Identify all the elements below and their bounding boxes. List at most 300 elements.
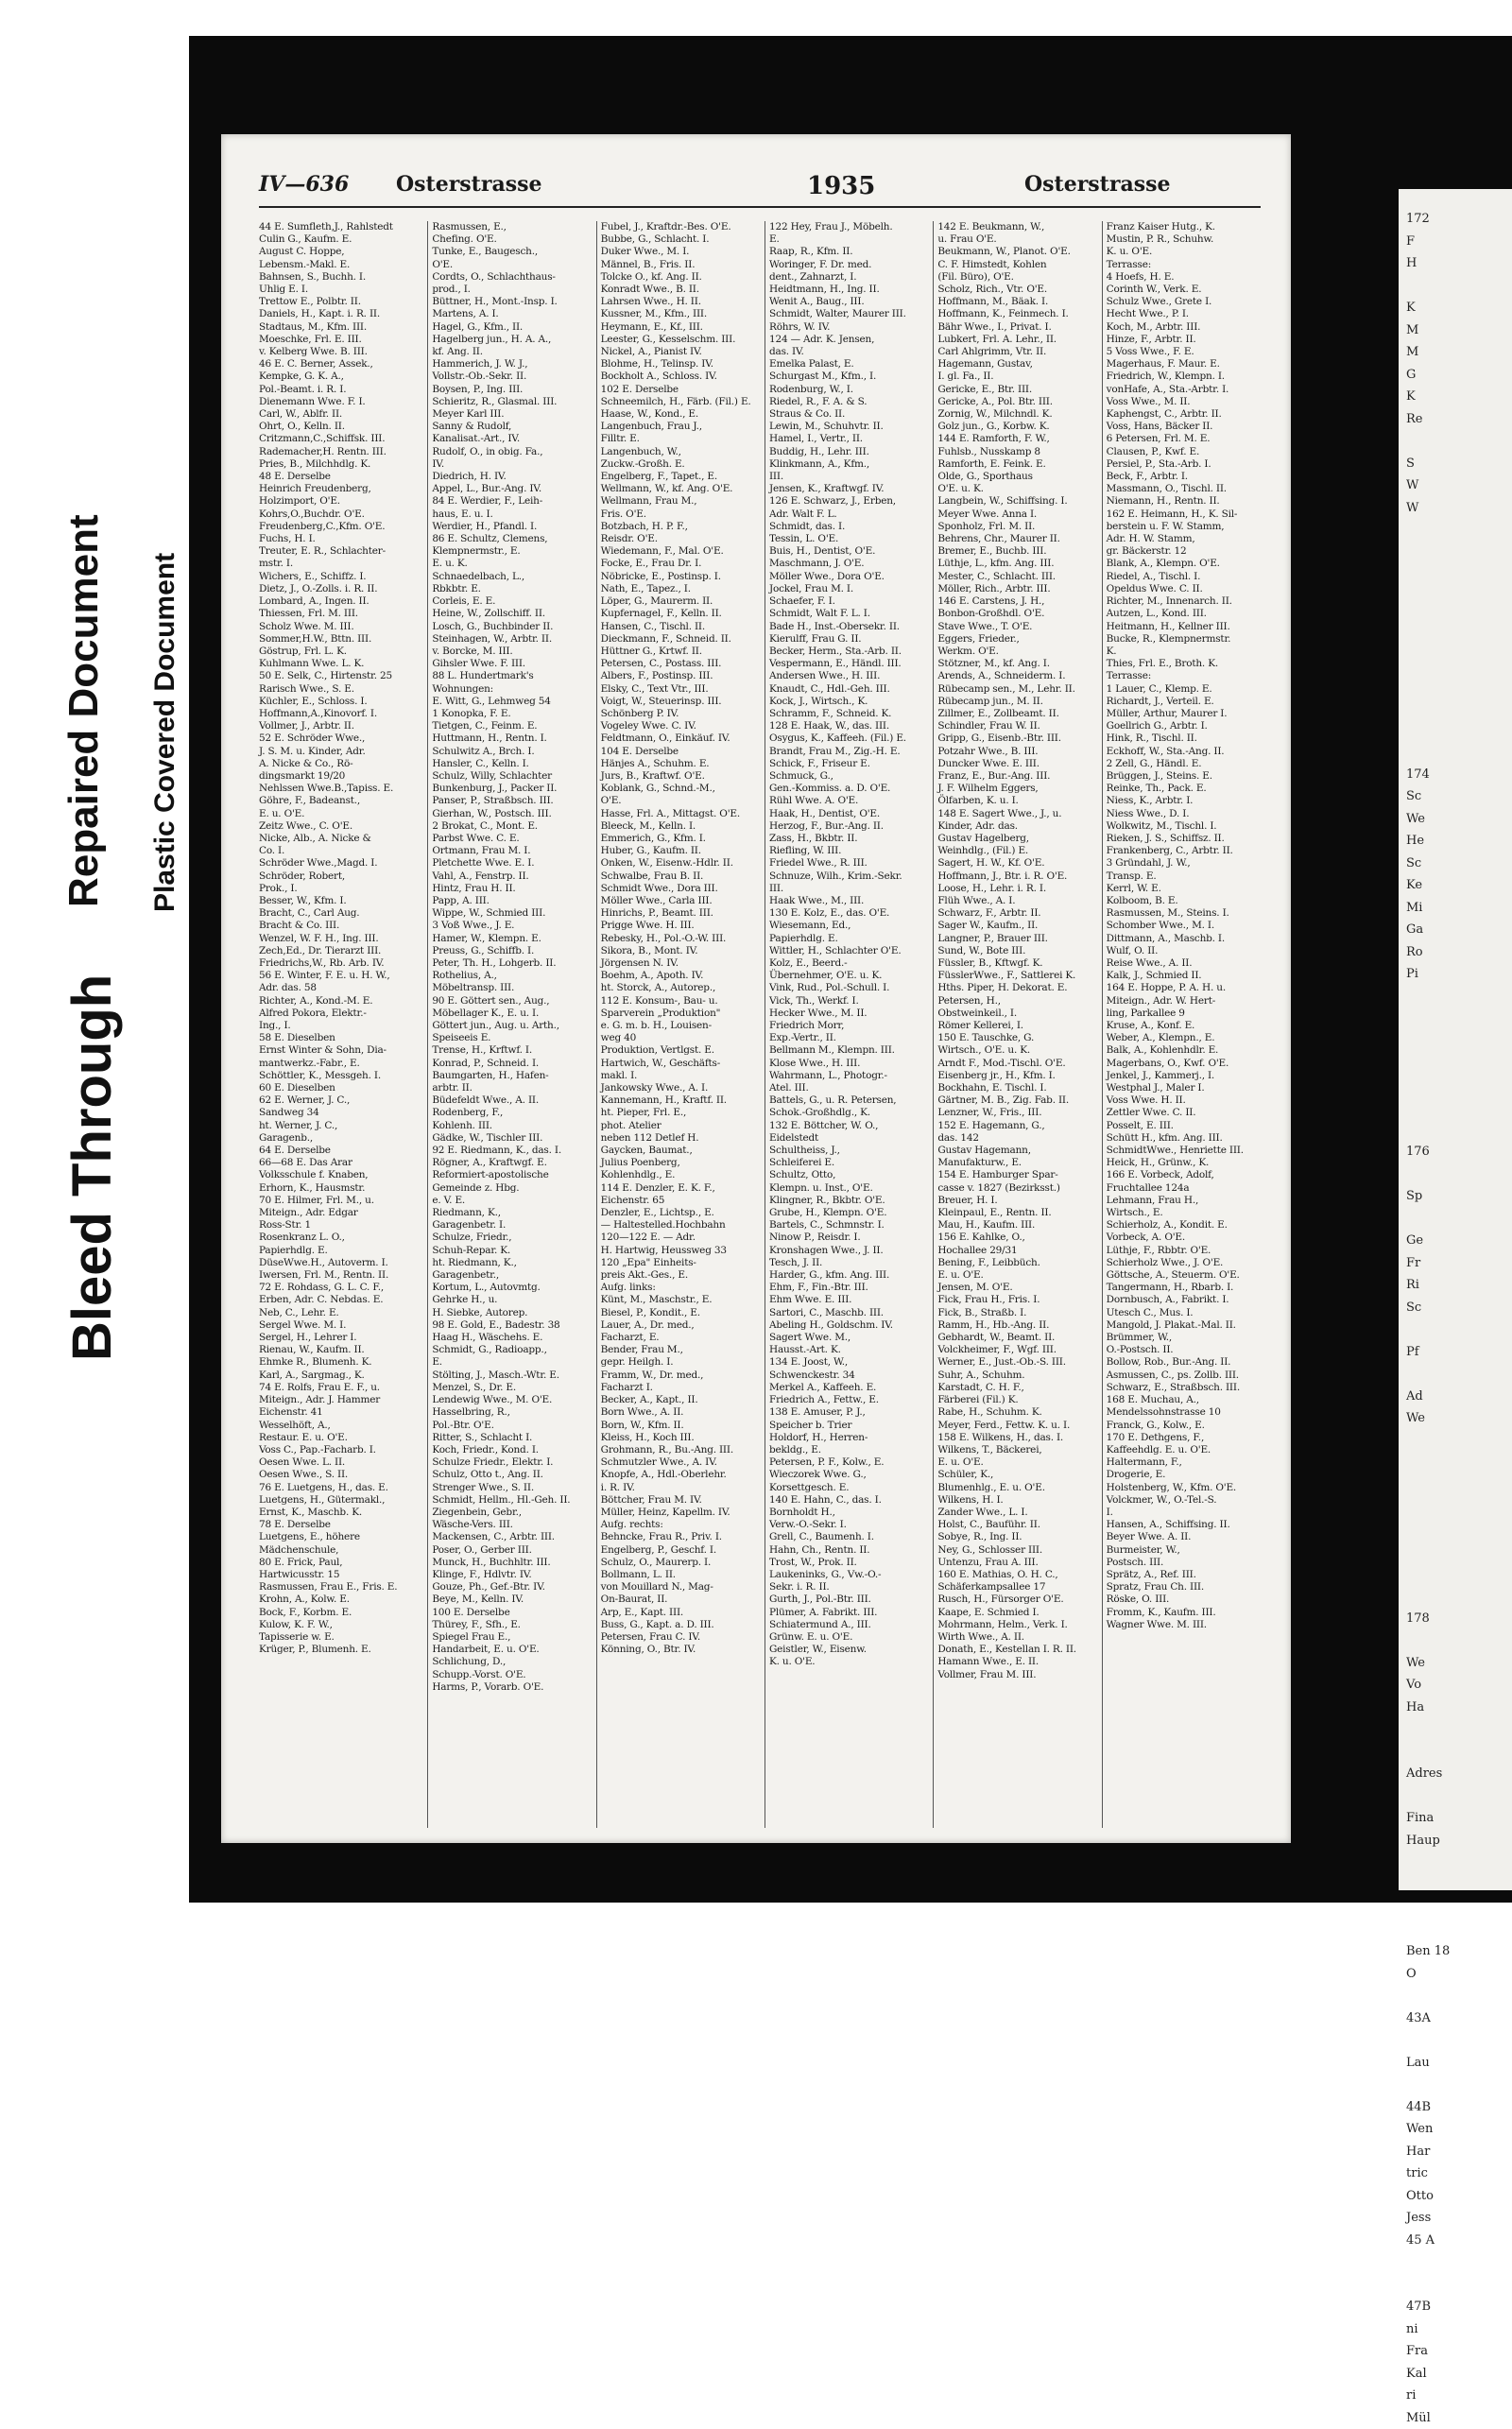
- directory-entry-line: E. Witt, G., Lehmweg 54: [432, 696, 586, 708]
- directory-entry-line: Kaffeehdlg. E. u. O'E.: [1107, 1444, 1261, 1456]
- directory-entry-line: 80 E. Frick, Paul,: [259, 1557, 418, 1569]
- directory-entry-line: Opeldus Wwe. C. II.: [1107, 583, 1261, 595]
- directory-entry-line: Papierhdlg. E.: [259, 1245, 418, 1257]
- directory-entry-line: Petersen, H.,: [937, 995, 1091, 1008]
- directory-entry-line: Peter, Th. H., Lohgerb. II.: [432, 957, 586, 970]
- directory-entry-line: Meyer, Ferd., Fettw. K. u. I.: [937, 1420, 1091, 1432]
- directory-entry-line: Bockhahn, E. Tischl. I.: [937, 1082, 1091, 1094]
- directory-entry-line: Volckmer, W., O.-Tel.-S.: [1107, 1494, 1261, 1507]
- directory-entry-line: Knopfe, A., Hdl.-Oberlehr.: [601, 1469, 755, 1481]
- directory-entry-line: 164 E. Hoppe, P. A. H. u.: [1107, 982, 1261, 994]
- directory-entry-line: Lebensm.-Makl. E.: [259, 259, 418, 271]
- directory-entry-line: Bähr Wwe., I., Privat. I.: [937, 321, 1091, 334]
- directory-entry-line: Möller Wwe., Dora O'E.: [769, 571, 923, 583]
- directory-entry-line: 166 E. Vorbeck, Adolf,: [1107, 1169, 1261, 1181]
- directory-entry-line: Uhlig E. I.: [259, 284, 418, 296]
- directory-entry-line: Schwenckestr. 34: [769, 1370, 923, 1382]
- directory-entry-line: Schieritz, R., Glasmal. III.: [432, 396, 586, 408]
- directory-entry-line: Arends, A., Schneiderm. I.: [937, 670, 1091, 682]
- directory-entry-line: ht. Riedmann, K.,: [432, 1257, 586, 1269]
- directory-entry-line: 120—122 E. — Adr.: [601, 1232, 755, 1244]
- directory-entry-line: Müller, Heinz, Kapellm. IV.: [601, 1507, 755, 1519]
- adjacent-page-line: [1406, 2274, 1512, 2297]
- directory-entry-line: Boysen, P., Ing. III.: [432, 384, 586, 396]
- directory-entry-line: Stadtaus, M., Kfm. III.: [259, 321, 418, 334]
- directory-entry-line: Lüthje, F., Rbbtr. O'E.: [1107, 1245, 1261, 1257]
- directory-entry-line: preis Akt.-Ges., E.: [601, 1269, 755, 1282]
- directory-entry-line: Merkel A., Kaffeeh. E.: [769, 1382, 923, 1394]
- directory-entry-line: 122 Hey, Frau J., Möbelh.: [769, 221, 923, 233]
- directory-entry-line: Schwalbe, Frau B. II.: [601, 870, 755, 883]
- directory-entry-line: Rusch, H., Fürsorger O'E.: [937, 1593, 1091, 1606]
- directory-entry-line: Schaefer, F. I.: [769, 595, 923, 608]
- directory-entry-line: Sparverein „Produktion": [601, 1008, 755, 1020]
- directory-entry-line: Gädke, W., Tischler III.: [432, 1132, 586, 1145]
- directory-entry-line: Schurgast M., Kfm., I.: [769, 370, 923, 383]
- adjacent-page-line: We: [1406, 1652, 1512, 1675]
- directory-entry-line: Focke, E., Frau Dr. I.: [601, 558, 755, 570]
- directory-entry-line: E. u. O'E.: [937, 1269, 1091, 1282]
- directory-entry-line: Schröder Wwe.,Magd. I.: [259, 857, 418, 870]
- directory-entry-line: Huttmann, H., Rentn. I.: [432, 732, 586, 745]
- directory-entry-line: Nath, E., Tapez., I.: [601, 583, 755, 595]
- directory-entry-line: Framm, W., Dr. med.,: [601, 1370, 755, 1382]
- directory-entry-line: Wulf, O. II.: [1107, 945, 1261, 957]
- directory-entry-line: Rudolf, O., in obig. Fa.,: [432, 446, 586, 458]
- adjacent-page-line: [1406, 1718, 1512, 1741]
- directory-entry-line: Bahnsen, S., Buchh. I.: [259, 271, 418, 284]
- directory-entry-line: Wellmann, W., kf. Ang. O'E.: [601, 483, 755, 495]
- directory-entry-line: Voss Wwe., M. II.: [1107, 396, 1261, 408]
- directory-entry-line: Sikora, B., Mont. IV.: [601, 945, 755, 957]
- directory-entry-line: Freudenberg,C.,Kfm. O'E.: [259, 521, 418, 533]
- directory-entry-line: Asmussen, C., ps. Zollb. III.: [1107, 1370, 1261, 1382]
- directory-entry-line: Göstrup, Frl. L. K.: [259, 646, 418, 658]
- directory-entry-line: Jörgensen N. IV.: [601, 957, 755, 970]
- directory-entry-line: Miteign., Adr. Edgar: [259, 1207, 418, 1219]
- directory-entry-line: Steinhagen, W., Arbtr. II.: [432, 633, 586, 646]
- directory-entry-line: Rothelius, A.,: [432, 970, 586, 982]
- adjacent-page-line: [1406, 542, 1512, 564]
- directory-entry-line: 104 E. Derselbe: [601, 746, 755, 758]
- directory-entry-line: 72 E. Rohdass, G. L. C. F.,: [259, 1282, 418, 1294]
- directory-entry-line: Lenzner, W., Fris., III.: [937, 1107, 1091, 1119]
- adjacent-page-line: [1406, 1919, 1512, 1941]
- directory-entry-line: e. V. E.: [432, 1195, 586, 1207]
- adjacent-page-line: Mül: [1406, 2407, 1512, 2429]
- directory-entry-line: Knaudt, C., Hdl.-Geh. III.: [769, 683, 923, 696]
- adjacent-page-line: 44B: [1406, 2096, 1512, 2119]
- directory-entry-line: Heick, H., Grünw., K.: [1107, 1157, 1261, 1169]
- directory-entry-line: Nehlssen Wwe.B.,Tapiss. E.: [259, 783, 418, 795]
- directory-entry-line: Alfred Pokora, Elektr.-: [259, 1008, 418, 1020]
- directory-entry-line: Kohrs,O.,Buchdr. O'E.: [259, 508, 418, 521]
- directory-entry-line: Biesel, P., Kondit., E.: [601, 1307, 755, 1319]
- adjacent-page-line: [1406, 1896, 1512, 1919]
- directory-entry-line: Gaycken, Baumat.,: [601, 1145, 755, 1157]
- adjacent-page-line: Sc: [1406, 853, 1512, 875]
- directory-entry-line: Daniels, H., Kapt. i. R. II.: [259, 308, 418, 320]
- directory-entry-line: Pletchette Wwe. E. I.: [432, 857, 586, 870]
- directory-entry-line: Schultz, Otto,: [769, 1169, 923, 1181]
- directory-entry-line: Schnuze, Wilh., Krim.-Sekr.: [769, 870, 923, 883]
- directory-entry-line: 74 E. Rolfs, Frau E. F., u.: [259, 1382, 418, 1394]
- directory-entry-line: Westphal J., Maler I.: [1107, 1082, 1261, 1094]
- directory-entry-line: Schöttler, K., Messgeh. I.: [259, 1070, 418, 1082]
- label-bleed-through: Bleed Through: [60, 974, 124, 1361]
- directory-entry-line: Stötzner, M., kf. Ang. I.: [937, 658, 1091, 670]
- directory-entry-line: Goellrich G., Arbtr. I.: [1107, 720, 1261, 732]
- directory-entry-line: Neb, C., Lehr. E.: [259, 1307, 418, 1319]
- directory-entry-line: Möller, Rich., Arbtr. III.: [937, 583, 1091, 595]
- directory-entry-line: Fris. O'E.: [601, 508, 755, 521]
- directory-entry-line: Vollmer, Frau M. III.: [937, 1669, 1091, 1681]
- directory-entry-line: Oesen Wwe., S. II.: [259, 1469, 418, 1481]
- directory-entry-line: Erben, Adr. C. Nebdas. E.: [259, 1294, 418, 1306]
- directory-entry-line: Göttsche, A., Steuerm. O'E.: [1107, 1269, 1261, 1282]
- directory-entry-line: Wesselhöft, A.,: [259, 1420, 418, 1432]
- directory-entry-line: 46 E. C. Berner, Assek.,: [259, 358, 418, 370]
- directory-entry-line: Bleeck, M., Kelln. I.: [601, 820, 755, 833]
- directory-entry-line: Miteign., Adr. J. Hammer: [259, 1394, 418, 1406]
- directory-entry-line: Born Wwe., A. II.: [601, 1406, 755, 1419]
- directory-entry-line: Moeschke, Frl. E. III.: [259, 334, 418, 346]
- directory-entry-line: Pol.-Btr. O'E.: [432, 1420, 586, 1432]
- directory-entry-line: Grünw. E. u. O'E.: [769, 1631, 923, 1644]
- directory-entry-line: 56 E. Winter, F. E. u. H. W.,: [259, 970, 418, 982]
- adjacent-page-line: Mi: [1406, 897, 1512, 920]
- directory-entry-line: 92 E. Riedmann, K., das. I.: [432, 1145, 586, 1157]
- directory-entry-line: Sandweg 34: [259, 1107, 418, 1119]
- adjacent-page-line: We: [1406, 808, 1512, 831]
- directory-entry-line: Hagel, G., Kfm., II.: [432, 321, 586, 334]
- directory-entry-line: Becker, Herm., Sta.-Arb. II.: [769, 646, 923, 658]
- directory-entry-line: Bockholt A., Schloss. IV.: [601, 370, 755, 383]
- directory-entry-line: Klempn. u. Inst., O'E.: [769, 1182, 923, 1195]
- adjacent-page-line: Haup: [1406, 1830, 1512, 1852]
- directory-entry-line: Schäferkampsallee 17: [937, 1581, 1091, 1593]
- directory-entry-line: Schwarz, F., Arbtr. II.: [937, 907, 1091, 920]
- directory-entry-line: Sergel, H., Lehrer I.: [259, 1332, 418, 1344]
- directory-entry-line: Ortmann, Frau M. I.: [432, 845, 586, 857]
- directory-entry-line: Heymann, E., Kf., III.: [601, 321, 755, 334]
- directory-entry-line: K. u. O'E.: [769, 1656, 923, 1668]
- adjacent-page-line: [1406, 986, 1512, 1008]
- directory-entry-line: Rabe, H., Schuhm. K.: [937, 1406, 1091, 1419]
- directory-entry-line: Nöbricke, E., Postinsp. I.: [601, 571, 755, 583]
- directory-entry-line: Denzler, E., Lichtsp., E.: [601, 1207, 755, 1219]
- directory-entry-line: 70 E. Hilmer, Frl. M., u.: [259, 1195, 418, 1207]
- directory-entry-line: Co. I.: [259, 845, 418, 857]
- adjacent-page-line: [1406, 1452, 1512, 1474]
- directory-entry-line: Rbkbtr. E.: [432, 583, 586, 595]
- adjacent-page-line: Ge: [1406, 1230, 1512, 1252]
- directory-entry-line: Petersen, P. F., Kolw., E.: [769, 1456, 923, 1469]
- directory-entry-line: Trost, W., Prok. II.: [769, 1557, 923, 1569]
- directory-entry-line: Gericke, A., Pol. Btr. III.: [937, 396, 1091, 408]
- adjacent-page-line: [1406, 275, 1512, 298]
- directory-entry-line: Reisdr. O'E.: [601, 533, 755, 545]
- directory-entry-line: Kock, J., Wirtsch., K.: [769, 696, 923, 708]
- directory-entry-line: Rasmussen, M., Steins. I.: [1107, 907, 1261, 920]
- directory-entry-line: Kleinpaul, E., Rentn. II.: [937, 1207, 1091, 1219]
- directory-entry-line: Hths. Piper, H. Dekorat. E.: [937, 982, 1091, 994]
- directory-entry-line: Rasmussen, E.,: [432, 221, 586, 233]
- directory-entry-line: Kanalisat.-Art., IV.: [432, 433, 586, 445]
- directory-entry-line: casse v. 1827 (Bezirksst.): [937, 1182, 1091, 1195]
- directory-entry-line: 1 Lauer, C., Klemp. E.: [1107, 683, 1261, 696]
- directory-entry-line: Trense, H., Krftwf. I.: [432, 1044, 586, 1057]
- directory-entry-line: Vollstr.-Ob.-Sekr. II.: [432, 370, 586, 383]
- directory-entry-line: Gehrke H., u.: [432, 1294, 586, 1306]
- adjacent-page-line: [1406, 1119, 1512, 1142]
- directory-entry-line: Duncker Wwe. E. III.: [937, 758, 1091, 770]
- directory-entry-line: Wohnungen:: [432, 683, 586, 696]
- directory-entry-line: Eckhoff, W., Sta.-Ang. II.: [1107, 746, 1261, 758]
- directory-entry-line: Meyer Karl III.: [432, 408, 586, 421]
- directory-entry-line: Ernst Winter & Sohn, Dia-: [259, 1044, 418, 1057]
- directory-entry-line: III.: [769, 471, 923, 483]
- directory-entry-line: Friedel Wwe., R. III.: [769, 857, 923, 870]
- directory-entry-line: Beukmann, W., Planot. O'E.: [937, 246, 1091, 258]
- directory-entry-line: Frankenberg, C., Arbtr. II.: [1107, 845, 1261, 857]
- directory-entry-line: Huber, G., Kaufm. II.: [601, 845, 755, 857]
- adjacent-page-line: 47B: [1406, 2296, 1512, 2318]
- directory-entry-line: Möbeltransp. III.: [432, 982, 586, 994]
- directory-entry-line: 84 E. Werdier, F., Leih-: [432, 495, 586, 508]
- directory-entry-line: Färberei (Fil.) K.: [937, 1394, 1091, 1406]
- directory-entry-line: Heidtmann, H., Ing. II.: [769, 284, 923, 296]
- directory-entry-line: E. u. K.: [432, 558, 586, 570]
- adjacent-page-line: [1406, 1075, 1512, 1097]
- directory-entry-line: Tunke, E., Baugesch.,: [432, 246, 586, 258]
- directory-entry-line: Hecht Wwe., P. I.: [1107, 308, 1261, 320]
- directory-entry-line: O'E.: [601, 795, 755, 807]
- directory-entry-line: 156 E. Kahlke, O.,: [937, 1232, 1091, 1244]
- directory-entry-line: Schwarz, E., Straßbsch. III.: [1107, 1382, 1261, 1394]
- directory-entry-line: Göhre, F., Badeanst.,: [259, 795, 418, 807]
- directory-entry-line: Zass, H., Bkbtr. II.: [769, 833, 923, 845]
- directory-entry-line: Bracht, C., Carl Aug.: [259, 907, 418, 920]
- directory-entry-line: Rosenkranz L. O.,: [259, 1232, 418, 1244]
- adjacent-page-line: [1406, 2251, 1512, 2274]
- directory-entry-line: Obstweinkeil., I.: [937, 1008, 1091, 1020]
- directory-entry-line: Kierulff, Frau G. II.: [769, 633, 923, 646]
- directory-entry-line: v. Borcke, M. III.: [432, 646, 586, 658]
- directory-entry-line: Sartori, C., Maschb. III.: [769, 1307, 923, 1319]
- directory-entry-line: Blumenhlg., E. u. O'E.: [937, 1482, 1091, 1494]
- directory-entry-line: u. Frau O'E.: [937, 233, 1091, 246]
- directory-entry-line: Mendelssohnstrasse 10: [1107, 1406, 1261, 1419]
- directory-entry-line: Schröder, Robert,: [259, 870, 418, 883]
- directory-entry-line: Ehmke R., Blumenh. K.: [259, 1356, 418, 1369]
- directory-entry-line: Lehmann, Frau H.,: [1107, 1195, 1261, 1207]
- street-name-right: Osterstrasse: [1024, 172, 1170, 197]
- directory-entry-line: Ölfarben, K. u. I.: [937, 795, 1091, 807]
- directory-entry-line: Engelberg, F., Tapet., E.: [601, 471, 755, 483]
- adjacent-page-line: [1406, 1785, 1512, 1808]
- directory-entry-line: Beyer Wwe. A. II.: [1107, 1531, 1261, 1543]
- adjacent-page-line: [1406, 1052, 1512, 1075]
- directory-entry-line: Schmidt, G., Radioapp.,: [432, 1344, 586, 1356]
- directory-entry-line: 124 — Adr. K. Jensen,: [769, 334, 923, 346]
- directory-entry-line: Laukeninks, G., Vw.-O.-: [769, 1569, 923, 1581]
- adjacent-page-line: Jess: [1406, 2207, 1512, 2230]
- directory-entry-line: 142 E. Beukmann, W.,: [937, 221, 1091, 233]
- directory-entry-line: Clausen, P., Kwf. E.: [1107, 446, 1261, 458]
- directory-entry-line: 150 E. Tauschke, G.: [937, 1032, 1091, 1044]
- directory-entry-line: Ney, G., Schlosser III.: [937, 1544, 1091, 1557]
- directory-entry-line: Künt, M., Maschstr., E.: [601, 1294, 755, 1306]
- year-title: 1935: [807, 172, 875, 200]
- directory-entry-line: Wellmann, Frau M.,: [601, 495, 755, 508]
- directory-entry-line: 78 E. Derselbe: [259, 1519, 418, 1531]
- directory-entry-line: Julius Poenberg,: [601, 1157, 755, 1169]
- adjacent-page-line: Ro: [1406, 941, 1512, 964]
- directory-entry-line: Sagert Wwe. M.,: [769, 1332, 923, 1344]
- directory-entry-line: Stave Wwe., T. O'E.: [937, 621, 1091, 633]
- directory-entry-line: Leester, G., Kesselschm. III.: [601, 334, 755, 346]
- adjacent-page-line: [1406, 697, 1512, 719]
- directory-entry-line: Langbein, W., Schiffsing. I.: [937, 495, 1091, 508]
- directory-entry-line: 160 E. Mathias, O. H. C.,: [937, 1569, 1091, 1581]
- directory-entry-line: K.: [1107, 646, 1261, 658]
- directory-entry-line: 88 L. Hundertmark's: [432, 670, 586, 682]
- directory-entry-line: Schiatermund A., III.: [769, 1619, 923, 1631]
- directory-entry-line: ht. Storck, A., Autorep.,: [601, 982, 755, 994]
- directory-entry-line: Ehm, F., Fin.-Btr. III.: [769, 1282, 923, 1294]
- directory-entry-line: Wäsche-Vers. III.: [432, 1519, 586, 1531]
- directory-entry-line: Buddig, H., Lehr. III.: [769, 446, 923, 458]
- directory-entry-line: Hink, R., Tischl. II.: [1107, 732, 1261, 745]
- directory-entry-line: berstein u. F. W. Stamm,: [1107, 521, 1261, 533]
- adjacent-page-line: F: [1406, 231, 1512, 253]
- directory-entry-line: Heine, W., Zollschiff. II.: [432, 608, 586, 620]
- directory-entry-line: Filltr. E.: [601, 433, 755, 445]
- adjacent-page-edge: [1399, 189, 1512, 1890]
- directory-entry-line: Vorbeck, A. O'E.: [1107, 1232, 1261, 1244]
- directory-entry-line: neben 112 Detlef H.: [601, 1132, 755, 1145]
- directory-entry-line: Füssler, B., Kftwgf. K.: [937, 957, 1091, 970]
- adjacent-page-line: Ri: [1406, 1274, 1512, 1297]
- directory-entry-line: Kerrl, W. E.: [1107, 883, 1261, 895]
- label-plastic-covered-document: Plastic Covered Document: [149, 553, 181, 912]
- directory-entry-line: 154 E. Hamburger Spar-: [937, 1169, 1091, 1181]
- directory-entry-line: Haak Wwe., M., III.: [769, 895, 923, 907]
- directory-entry-line: Autzen, L., Kond. III.: [1107, 608, 1261, 620]
- directory-entry-line: Eisenberg jr., H., Kfm. I.: [937, 1070, 1091, 1082]
- directory-entry-line: Kortum, L., Autovmtg.: [432, 1282, 586, 1294]
- directory-entry-line: Besser, W., Kfm. I.: [259, 895, 418, 907]
- directory-entry-line: 126 E. Schwarz, J., Erben,: [769, 495, 923, 508]
- directory-entry-line: Sprätz, A., Ref. III.: [1107, 1569, 1261, 1581]
- directory-entry-line: Sobye, R., Ing. II.: [937, 1531, 1091, 1543]
- directory-entry-line: Exp.-Vertr., II.: [769, 1032, 923, 1044]
- directory-entry-line: 152 E. Hagemann, G.,: [937, 1120, 1091, 1132]
- directory-entry-line: Ritter, S., Schlacht I.: [432, 1432, 586, 1444]
- adjacent-page-line: [1406, 1985, 1512, 2007]
- directory-entry-line: I.: [1107, 1507, 1261, 1519]
- directory-entry-line: Holdorf, H., Herren-: [769, 1432, 923, 1444]
- directory-entry-line: Friedrichs,W., Rb. Arb. IV.: [259, 957, 418, 970]
- directory-entry-line: 144 E. Ramforth, F. W.,: [937, 433, 1091, 445]
- directory-entry-line: Schmuck, G.,: [769, 770, 923, 783]
- adjacent-page-line: W: [1406, 497, 1512, 520]
- directory-entry-line: Panser, P., Straßbsch. III.: [432, 795, 586, 807]
- directory-entry-line: Lombard, A., Ingen. II.: [259, 595, 418, 608]
- directory-entry-line: Suhr, A., Schuhm.: [937, 1370, 1091, 1382]
- directory-entry-line: O'E.: [432, 259, 586, 271]
- directory-entry-line: Hochallee 29/31: [937, 1245, 1091, 1257]
- directory-entry-line: Sergel Wwe. M. I.: [259, 1319, 418, 1332]
- directory-entry-line: Bonbon-Großhdl. O'E.: [937, 608, 1091, 620]
- adjacent-page-line: Ben 18: [1406, 1940, 1512, 1963]
- directory-entry-line: Vespermann, E., Händl. III.: [769, 658, 923, 670]
- directory-entry-line: E. u. O'E.: [259, 808, 418, 820]
- directory-entry-line: 52 E. Schröder Wwe.,: [259, 732, 418, 745]
- directory-entry-line: Harder, G., kfm. Ang. III.: [769, 1269, 923, 1282]
- adjacent-page-line: 174: [1406, 764, 1512, 786]
- adjacent-page-line: [1406, 519, 1512, 542]
- adjacent-page-line: Vo: [1406, 1674, 1512, 1697]
- directory-column: [596, 221, 755, 1828]
- directory-entry-line: makl. I.: [601, 1070, 755, 1082]
- directory-entry-line: Bollow, Rob., Bur.-Ang. II.: [1107, 1356, 1261, 1369]
- directory-entry-line: 134 E. Joost, W.,: [769, 1356, 923, 1369]
- directory-entry-line: Posselt, E. III.: [1107, 1120, 1261, 1132]
- directory-entry-line: Speicher b. Trier: [769, 1420, 923, 1432]
- adjacent-page-line: [1406, 1629, 1512, 1652]
- directory-entry-line: Holzimport, O'E.: [259, 495, 418, 508]
- page-number: IV—636: [259, 172, 349, 197]
- directory-entry-line: Niess, K., Arbtr. I.: [1107, 795, 1261, 807]
- directory-entry-line: Garagenbetr.,: [432, 1269, 586, 1282]
- directory-entry-line: Luetgens, H., Gütermakl.,: [259, 1494, 418, 1507]
- directory-entry-line: 168 E. Muchau, A.,: [1107, 1394, 1261, 1406]
- directory-entry-line: Brandt, Frau M., Zig.-H. E.: [769, 746, 923, 758]
- directory-entry-line: Treuter, E. R., Schlachter-: [259, 545, 418, 558]
- directory-column: [933, 221, 1091, 1828]
- directory-entry-line: 2 Zell, G., Händl. E.: [1107, 758, 1261, 770]
- directory-entry-line: Wirtsch., E.: [1107, 1207, 1261, 1219]
- directory-entry-line: Flüh Wwe., A. I.: [937, 895, 1091, 907]
- directory-entry-line: Möller Wwe., Carla III.: [601, 895, 755, 907]
- directory-entry-line: Friedrich Morr,: [769, 1020, 923, 1032]
- directory-entry-line: Schomber Wwe., M. I.: [1107, 920, 1261, 932]
- directory-entry-line: haus, E. u. I.: [432, 508, 586, 521]
- directory-entry-line: Kronshagen Wwe., J. II.: [769, 1245, 923, 1257]
- directory-entry-line: Ing., I.: [259, 1020, 418, 1032]
- adjacent-page-line: Re: [1406, 408, 1512, 431]
- directory-entry-line: 120 „Epa" Einheits-: [601, 1257, 755, 1269]
- directory-entry-line: 158 E. Wilkens, H., das. I.: [937, 1432, 1091, 1444]
- directory-entry-line: Hüttner G., Krtwf. II.: [601, 646, 755, 658]
- directory-entry-line: Müller, Arthur, Maurer I.: [1107, 708, 1261, 720]
- directory-entry-line: Papierhdlg. E.: [769, 933, 923, 945]
- directory-entry-line: von Mouillard N., Mag-: [601, 1581, 755, 1593]
- directory-entry-line: Hänjes A., Schuhm. E.: [601, 758, 755, 770]
- directory-entry-line: Schulz, Otto t., Ang. II.: [432, 1469, 586, 1481]
- adjacent-page-line: Fra: [1406, 2340, 1512, 2363]
- directory-entry-line: Golz jun., G., Korbw. K.: [937, 421, 1091, 433]
- directory-entry-line: Critzmann,C.,Schiffsk. III.: [259, 433, 418, 445]
- directory-entry-line: Bunkenburg, J., Packer II.: [432, 783, 586, 795]
- adjacent-page-line: [1406, 608, 1512, 630]
- adjacent-page-line: Lau: [1406, 2052, 1512, 2075]
- adjacent-page-line: [1406, 2029, 1512, 2052]
- adjacent-page-line: H: [1406, 252, 1512, 275]
- directory-entry-line: Gebhardt, W., Beamt. II.: [937, 1332, 1091, 1344]
